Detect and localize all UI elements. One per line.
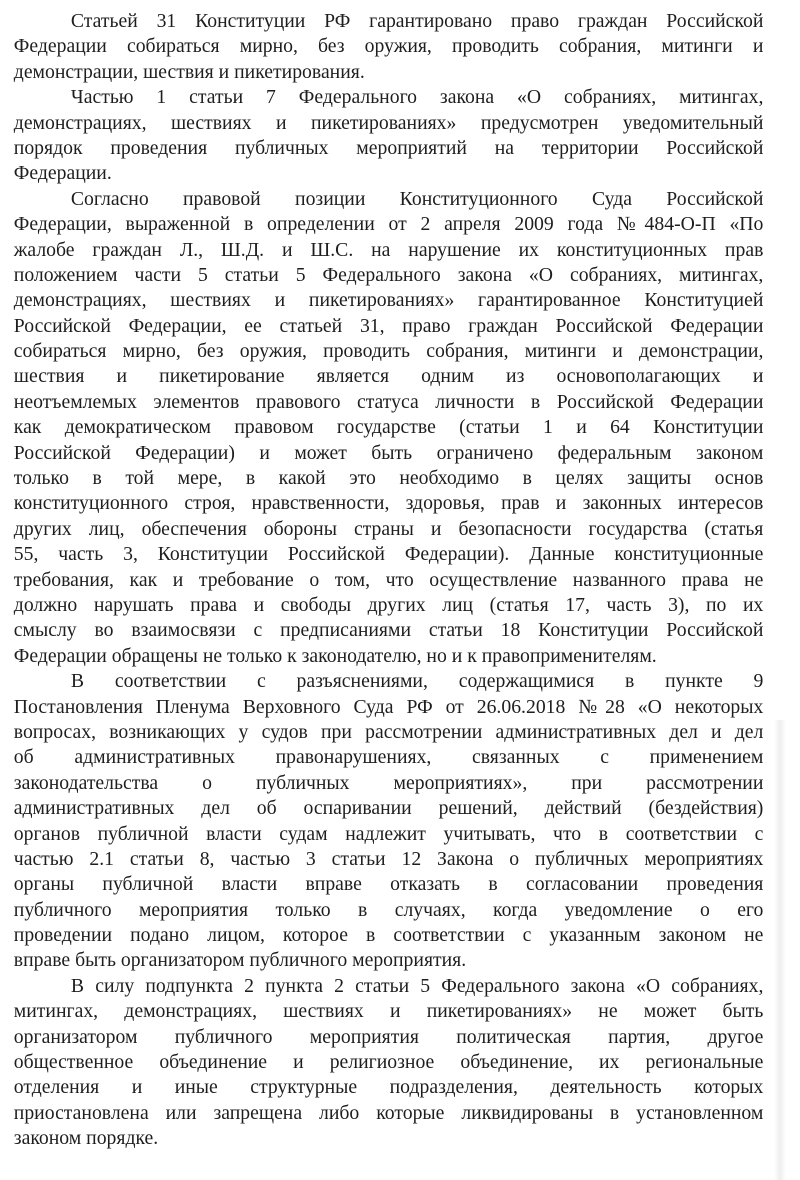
text-line: порядок проведения публичных мероприятий на территории Российской: [13, 136, 764, 159]
text-line: Частью 1 статьи 7 Федерального закона «О собраниях, митингах,: [70, 86, 764, 109]
paragraph: [0, 974, 776, 1152]
text-line: демонстрациях, шествиях и пикетированиях» предусмотрен уведомительный: [13, 111, 764, 134]
text-line: об административных правонарушениях, связанных с применением: [13, 746, 764, 769]
text-line: демонстрации, шествия и пикетирования.: [13, 60, 365, 83]
text-line: В силу подпункта 2 пункта 2 статьи 5 Федерального закона «О собраниях,: [70, 974, 764, 997]
text-line: шествия и пикетирование является одним из основополагающих и: [13, 365, 764, 388]
text-line: частью 2.1 статьи 8, частью 3 статьи 12 Закона о публичных мероприятиях: [13, 847, 764, 870]
text-line: положением части 5 статьи 5 Федерального закона «О собраниях, митингах,: [13, 263, 764, 286]
text-line: митингах, демонстрациях, шествиях и пикетированиях» не может быть: [13, 1000, 764, 1023]
text-line: Согласно правовой позиции Конституционного Суда Российской: [70, 187, 764, 210]
scan-shadow: [774, 720, 786, 1180]
text-line: Федерации, выраженной в определении от 2 апреля 2009 года №484-О-П «По: [13, 213, 764, 236]
text-line: органов публичной власти судам надлежит учитывать, что в соответствии с: [13, 822, 764, 845]
text-line: неотъемлемых элементов правового статуса личности в Российской Федерации: [13, 390, 764, 413]
text-line: Статьей 31 Конституции РФ гарантировано право граждан Российской: [70, 10, 764, 32]
text-line: органы публичной власти вправе отказать в согласовании проведения: [13, 873, 764, 896]
text-line: вопросах, возникающих у судов при рассмотрении административных дел и дел: [13, 720, 764, 743]
text-line: административных дел об оспаривании решений, действий (бездействия): [13, 797, 764, 820]
text-line: смыслу во взаимосвязи с предписаниями статьи 18 Конституции Российской: [13, 619, 764, 642]
text-line: требования, как и требование о том, что осуществление названного права не: [13, 568, 764, 591]
text-line: общественное объединение и религиозное объединение, их региональные: [13, 1051, 764, 1074]
text-line: законодательства о публичных мероприятиях», при рассмотрении: [13, 771, 764, 794]
text-line: других лиц, обеспечения обороны страны и безопасности государства (статья: [13, 517, 764, 540]
text-line: конституционного строя, нравственности, здоровья, прав и законных интересов: [13, 492, 764, 515]
paragraph: [0, 669, 776, 974]
text-line: организатором публичного мероприятия политическая партия, другое: [13, 1025, 764, 1048]
text-line: демонстрациях, шествиях и пикетированиях» гарантированное Конституцией: [13, 289, 764, 312]
text-line: приостановлена или запрещена либо которые ликвидированы в установленном: [13, 1101, 764, 1124]
text-line: должно нарушать права и свободы других лиц (статья 17, часть 3), по их: [13, 593, 764, 616]
text-line: В соответствии с разъяснениями, содержащимися в пункте 9: [70, 670, 764, 693]
text-line: Федерации.: [13, 162, 112, 185]
paragraph: [0, 187, 776, 669]
paragraph: [0, 85, 776, 187]
text-line: публичного мероприятия только в случаях, когда уведомление о его: [13, 898, 764, 921]
text-line: как демократическом правовом государстве (статьи 1 и 64 Конституции: [13, 416, 764, 439]
text-line: вправе быть организатором публичного мероприятия.: [13, 949, 467, 972]
text-line: Федерации обращены не только к законодателю, но и к правоприменителям.: [13, 644, 657, 667]
document-page: [0, 9, 776, 1152]
text-line: Российской Федерации) и может быть ограничено федеральным законом: [13, 441, 764, 464]
text-line: проведении подано лицом, которое в соответствии с указанным законом не: [13, 924, 764, 947]
text-line: Российской Федерации, ее статьей 31, право граждан Российской Федерации: [13, 314, 764, 337]
text-line: собираться мирно, без оружия, проводить собрания, митинги и демонстрации,: [13, 340, 764, 363]
text-line: только в той мере, в какой это необходимо в целях защиты основ: [13, 467, 764, 490]
text-line: законом порядке.: [13, 1127, 159, 1150]
text-line: 55, часть 3, Конституции Российской Федерации). Данные конституционные: [13, 543, 764, 566]
paragraph: [0, 9, 776, 85]
text-line: жалобе граждан Л., Ш.Д. и Ш.С. на нарушение их конституционных прав: [13, 238, 764, 261]
text-line: Федерации собираться мирно, без оружия, проводить собрания, митинги и: [13, 35, 764, 58]
text-line: отделения и иные структурные подразделения, деятельность которых: [13, 1076, 764, 1099]
text-line: Постановления Пленума Верховного Суда РФ от 26.06.2018 №28 «О некоторых: [13, 695, 764, 718]
